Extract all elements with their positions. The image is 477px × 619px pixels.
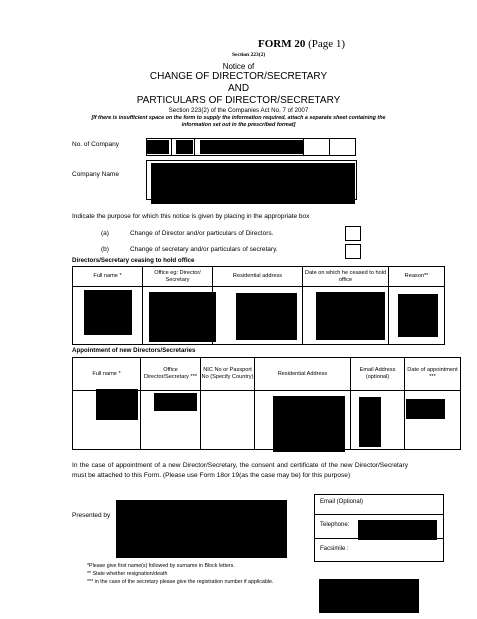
act-ref: Section 223(2) of the Companies Act No. 7 of 2007 bbox=[168, 107, 309, 114]
title-line-1: CHANGE OF DIRECTOR/SECRETARY bbox=[149, 71, 328, 82]
title-line-2: AND bbox=[227, 83, 250, 94]
appointment-col-residential-address: Residential Address bbox=[255, 358, 351, 391]
redacted-company-name bbox=[151, 163, 355, 204]
telephone-label: Telephone: bbox=[320, 522, 350, 528]
email-label: Email (Optional) bbox=[320, 499, 364, 505]
note-line-1: [If there is insufficient space on the form to supply the information required, attach a separate sheet containing the bbox=[91, 115, 386, 121]
notice-of: Notice of bbox=[222, 62, 255, 71]
redacted-ceasing-office bbox=[149, 292, 216, 342]
redacted-company-number-1 bbox=[147, 140, 169, 154]
redacted-appointment-address bbox=[273, 396, 345, 452]
purpose-instruction: Indicate the purpose for which this notice is given by placing in the appropriate box bbox=[72, 213, 310, 220]
footnote-3: *** in the case of the secretary please give the registration number if applicable. bbox=[87, 579, 274, 585]
ceasing-heading: Directors/Secretary ceasing to hold office bbox=[72, 257, 195, 264]
redacted-presenter bbox=[116, 500, 287, 558]
purpose-option-b-text: Change of secretary and/or particulars of secretary. bbox=[130, 246, 278, 253]
purpose-option-a-letter: (a) bbox=[101, 230, 109, 237]
footnote-2: ** State whether resignation/death bbox=[87, 571, 168, 577]
consent-note: In the case of appointment of a new Director/Secretary, the consent and certificate of the new Director/Secretary must be attached to this Form. (Please use Form 18or 19(as the case may be) for this purpose) bbox=[72, 462, 408, 479]
company-number-label: No. of Company bbox=[72, 141, 119, 148]
redacted-company-number-3 bbox=[200, 140, 303, 154]
redacted-ceasing-full-name bbox=[84, 290, 132, 335]
redacted-ceasing-reason bbox=[398, 294, 438, 337]
ceasing-col-reason: Reason** bbox=[389, 267, 445, 287]
appointment-col-full-name: Full name * bbox=[73, 358, 141, 391]
purpose-option-b-checkbox[interactable] bbox=[345, 244, 361, 259]
redacted-appointment-email bbox=[359, 397, 381, 447]
ceasing-col-residential-address: Residential address bbox=[213, 267, 303, 287]
presented-by-label: Presented by bbox=[72, 512, 111, 519]
footnote-1: *Please give first name(s) followed by surname in Block letters. bbox=[87, 563, 235, 569]
company-name-label: Company Name bbox=[72, 171, 119, 178]
redacted-ceasing-address bbox=[236, 293, 297, 340]
facsimile-label: Facsimile : bbox=[320, 546, 349, 552]
redacted-ceasing-date bbox=[316, 292, 385, 340]
section-ref: Section 223(2) bbox=[232, 52, 266, 58]
purpose-option-a-text: Change of Director and/or particulars of Directors. bbox=[130, 230, 274, 237]
form-title bbox=[258, 38, 345, 50]
ceasing-col-office: Office eg: Director/ Secretary bbox=[143, 267, 213, 287]
title-line-3: PARTICULARS OF DIRECTOR/SECRETARY bbox=[136, 95, 341, 106]
redacted-company-number-2 bbox=[176, 140, 193, 154]
ceasing-col-full-name: Full name * bbox=[73, 267, 143, 287]
redacted-appointment-full-name bbox=[96, 389, 138, 420]
appointment-col-office: Office Director/Secretary *** bbox=[141, 358, 201, 391]
purpose-option-a-checkbox[interactable] bbox=[345, 226, 361, 241]
redacted-appointment-office bbox=[154, 393, 197, 411]
ceasing-col-date-ceased: Date on which he ceased to hold office bbox=[303, 267, 389, 287]
redacted-appointment-date bbox=[406, 399, 445, 419]
purpose-option-b-letter: (b) bbox=[101, 246, 109, 253]
presenter-contact-divider-1 bbox=[314, 514, 444, 515]
appointment-heading: Appointment of new Directors/Secretaries bbox=[72, 347, 196, 354]
appointment-col-email: Email Address (optional) bbox=[351, 358, 405, 391]
note-line-2: information set out in the prescribed format] bbox=[181, 122, 296, 128]
page-label: (Page 1) bbox=[308, 38, 346, 50]
form-number: FORM 20 bbox=[258, 38, 306, 50]
appointment-col-date: Date of appointment *** bbox=[405, 358, 461, 391]
redacted-telephone bbox=[358, 520, 437, 540]
appointment-col-nic: NIC No or Passport No (Specify Country) bbox=[201, 358, 255, 391]
redacted-signature bbox=[319, 579, 419, 613]
